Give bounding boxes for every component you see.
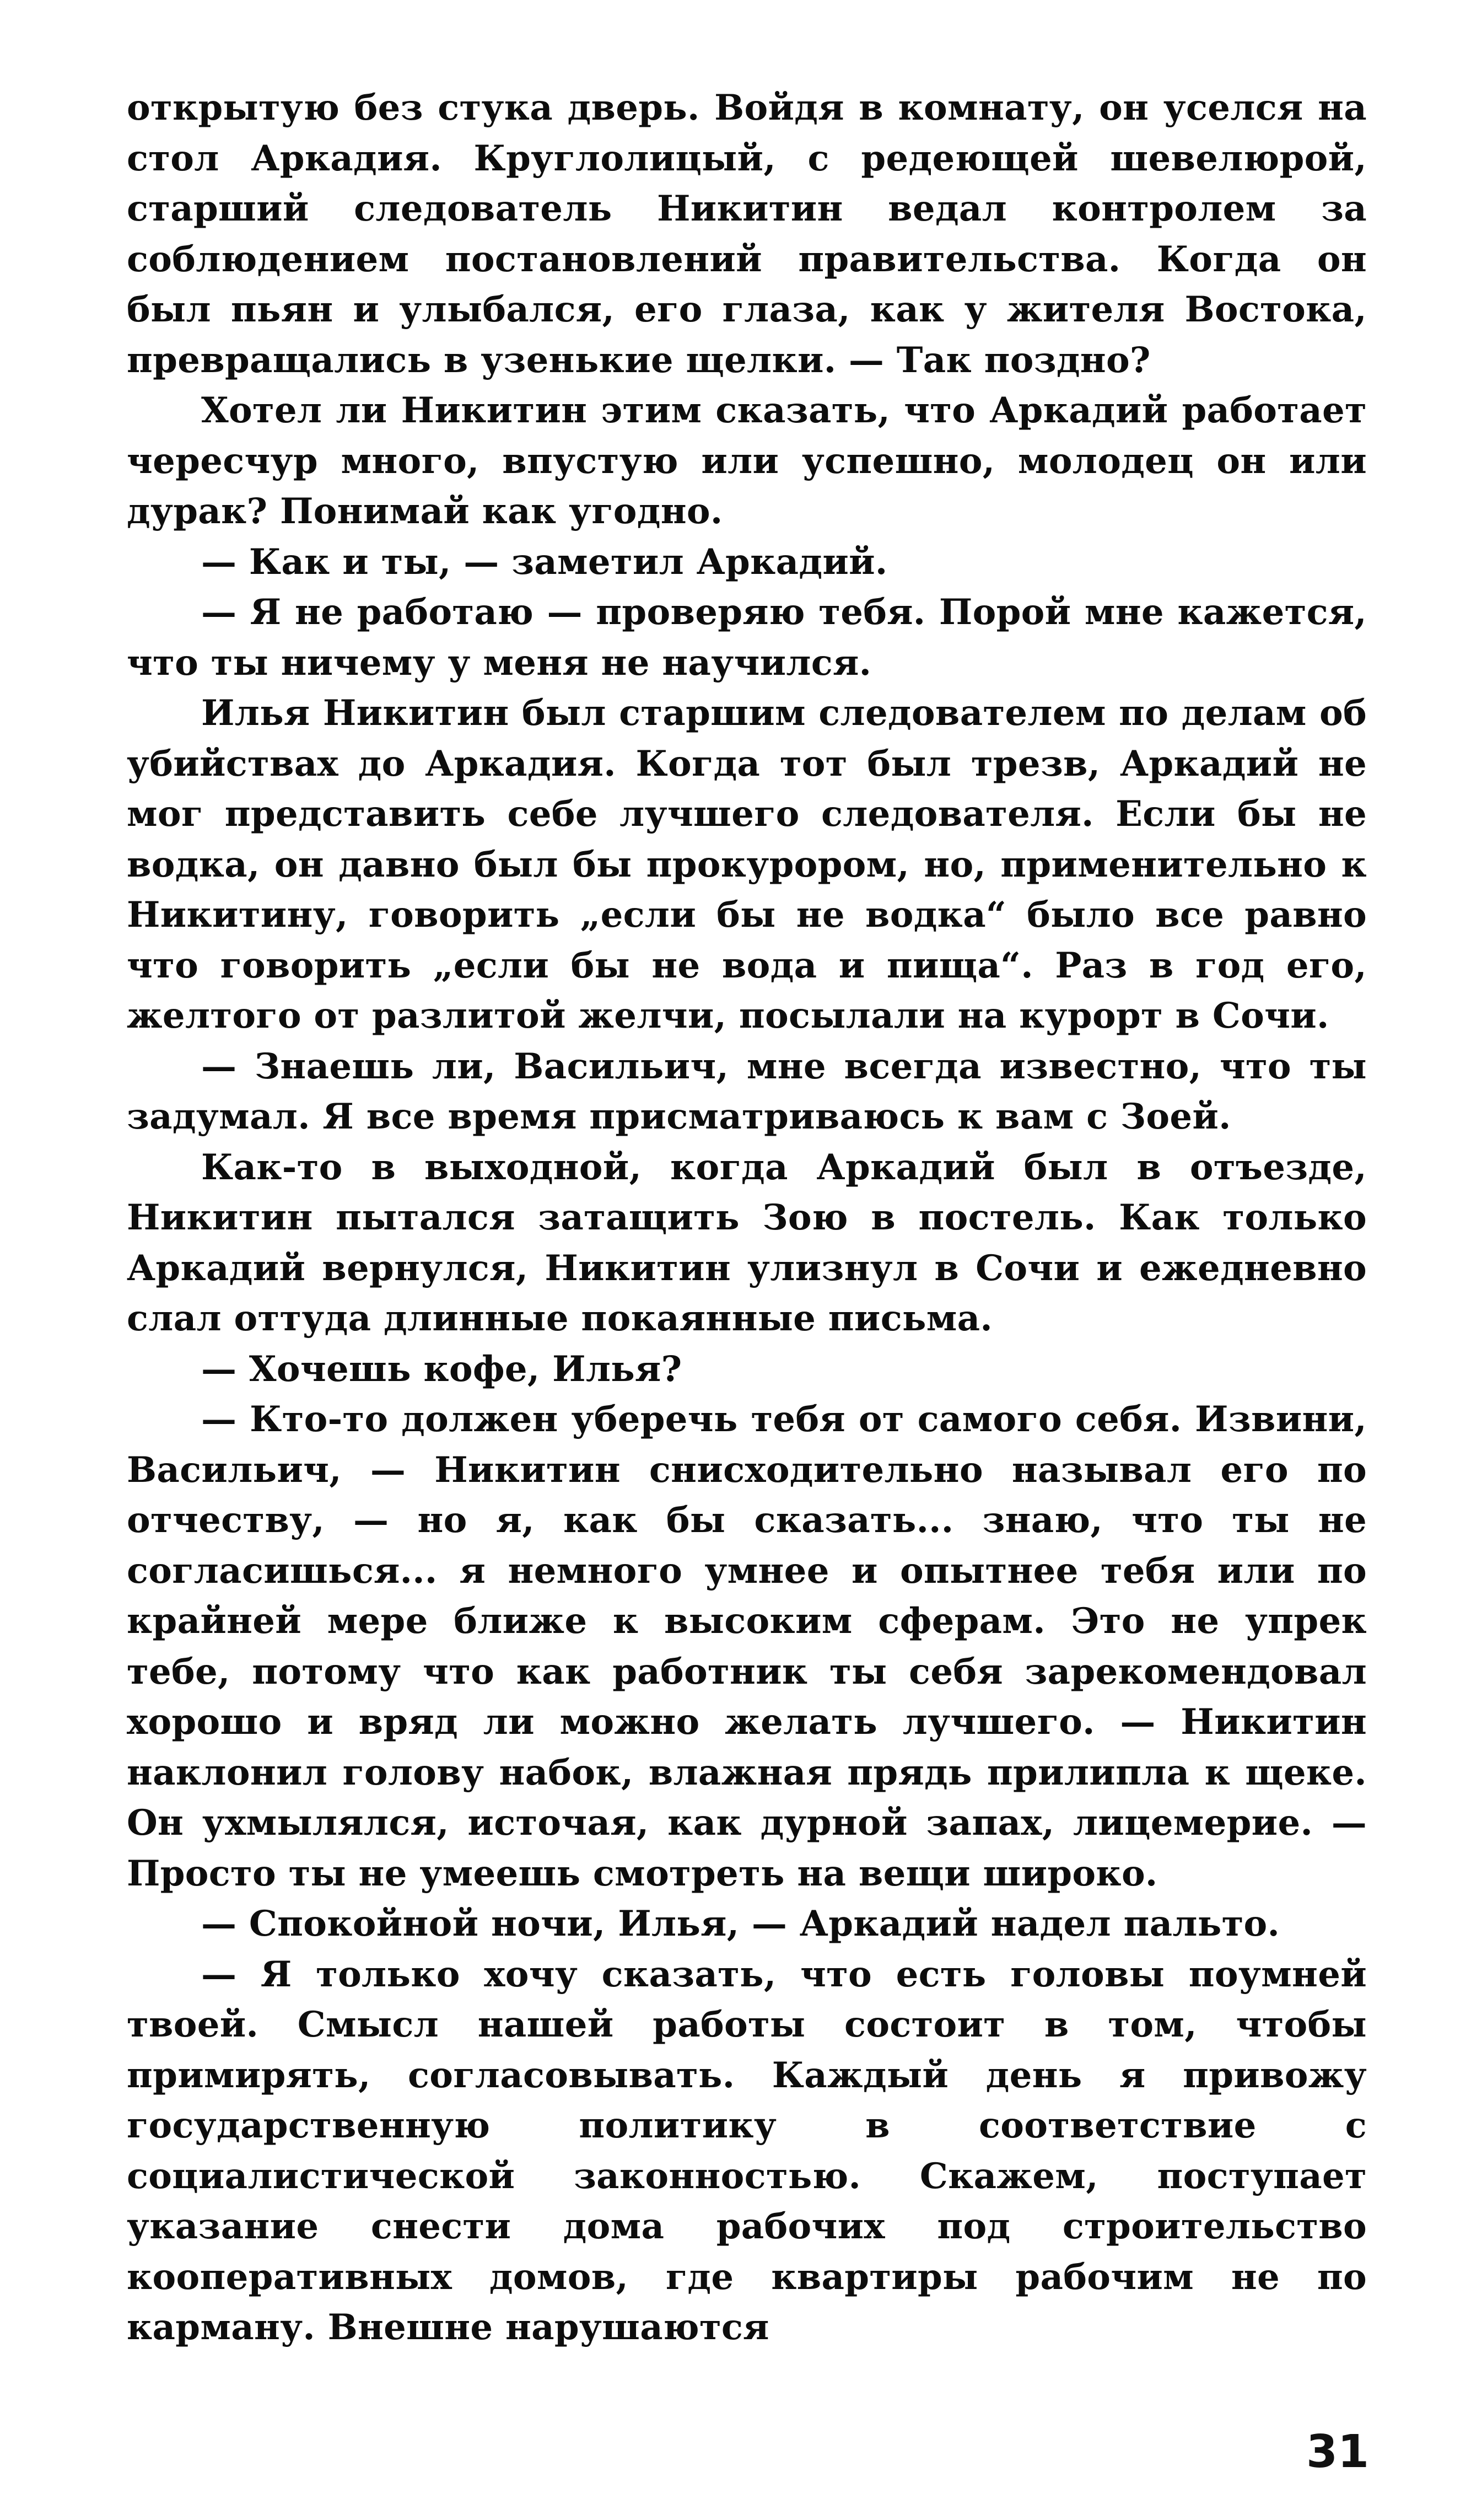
paragraph-1: открытую без стука дверь. Войдя в комнату, он уселся на стол Аркадия. Круглолицый, с редеющей шевелюрой, старший следователь Никитин ведал контролем за соблюдением постановлений правительства. Когда он был пьян и улыбался, его глаза, как у жителя Востока, превращались в узенькие щелки. — Так поздно? — [127, 87, 1367, 381]
paragraph-7: Как-то в выходной, когда Аркадий был в отъезде, Никитин пытался затащить Зою в постель. Как только Аркадий вернулся, Никитин улизнул в Сочи и ежедневно слал оттуда длинные покаянные письма. — [127, 1146, 1367, 1339]
paragraph-2: Хотел ли Никитин этим сказать, что Аркадий работает чересчур много, впустую или успешно, молодец он или дурак? Понимай как угодно. — [127, 390, 1367, 532]
paragraph-10: — Спокойной ночи, Илья, — Аркадий надел пальто. — [201, 1903, 1280, 1944]
paragraph-5: Илья Никитин был старшим следователем по делам об убийствах до Аркадия. Когда тот был трезв, Аркадий не мог представить себе лучшего следователя. Если бы не водка, он давно был бы прокурором, но, применительно к Никитину, говорить „если бы не водка“ было все равно что говорить „если бы не вода и пища“. Раз в год его, желтого от разлитой желчи, посылали на курорт в Сочи. — [127, 692, 1367, 1036]
paragraph-3: — Как и ты, — заметил Аркадий. — [201, 541, 888, 583]
paragraph-9: — Кто-то должен уберечь тебя от самого себя. Извини, Васильич, — Никитин снисходительно называл его по отчеству, — но я, как бы сказать... знаю, что ты не согласишься... я немного умнее и опытнее тебя или по крайней мере ближе к высоким сферам. Это не упрек тебе, потому что как работник ты себя зарекомендовал хорошо и вряд ли можно желать лучшего. — Никитин наклонил голову набок, влажная прядь прилипла к щеке. Он ухмылялся, источая, как дурной запах, лицемерие. — Просто ты не умеешь смотреть на вещи широко. — [127, 1399, 1367, 1894]
page-number: 31 — [1306, 2426, 1370, 2478]
page-body — [127, 83, 1367, 2353]
paragraph-11: — Я только хочу сказать, что есть головы поумней твоей. Смысл нашей работы состоит в том, чтобы примирять, согласовывать. Каждый день я привожу государственную политику в соответствие с социалистической законностью. Скажем, поступает указание снести дома рабочих под строительство кооперативных домов, где квартиры рабочим не по карману. Внешне нарушаются — [127, 1953, 1367, 2348]
paragraph-8: — Хочешь кофе, Илья? — [201, 1348, 682, 1390]
paragraph-4: — Я не работаю — проверяю тебя. Порой мне кажется, что ты ничему у меня не научился. — [127, 592, 1367, 684]
paragraph-6: — Знаешь ли, Васильич, мне всегда известно, что ты задумал. Я все время присматриваюсь к вам с Зоей. — [127, 1045, 1367, 1137]
